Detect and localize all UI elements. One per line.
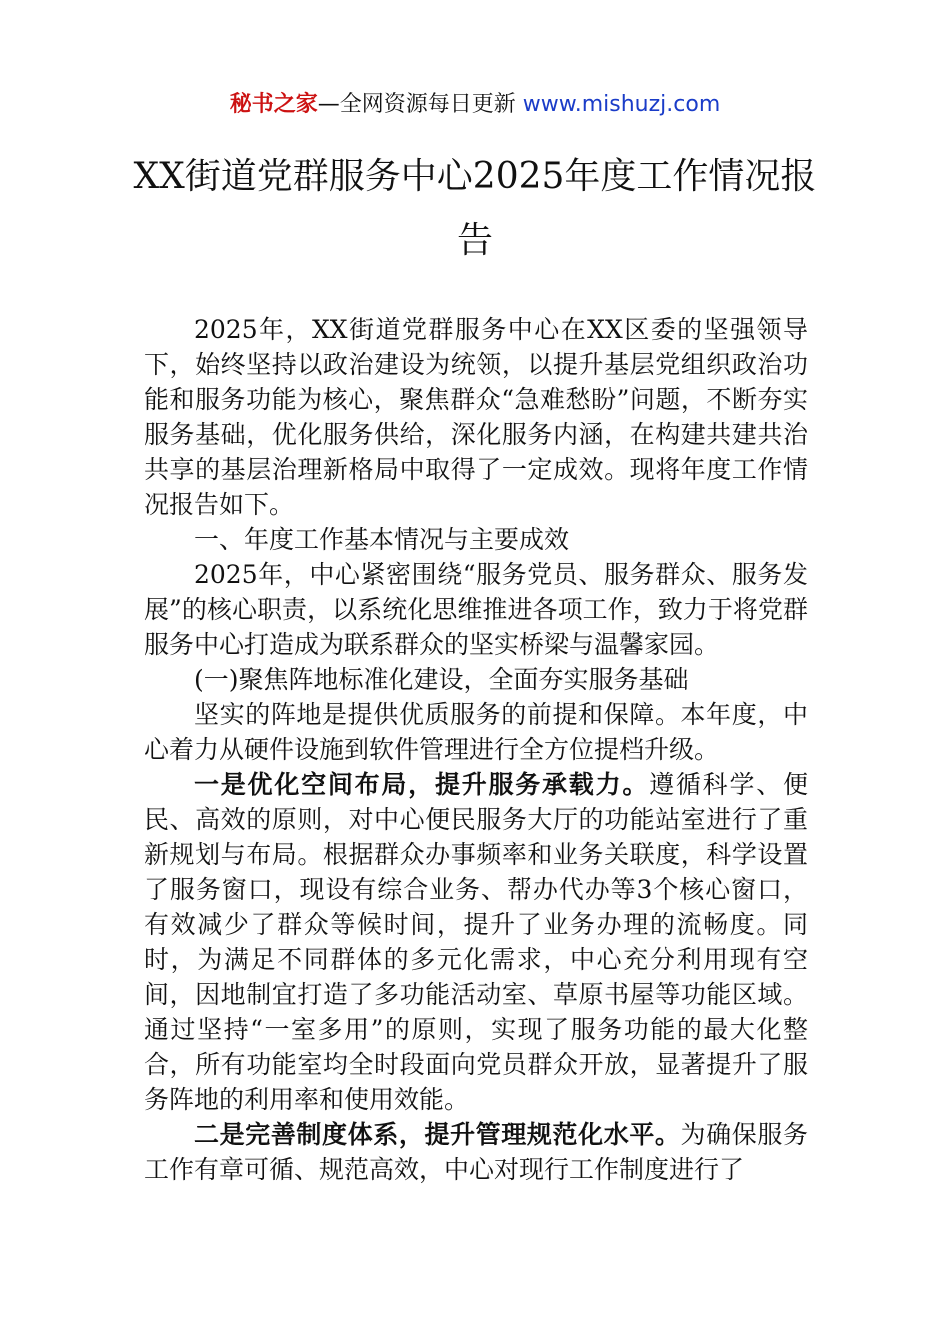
document-body <box>144 312 808 1187</box>
point-lead-2: 二是完善制度体系，提升管理规范化水平。 <box>194 1120 681 1149</box>
site-url[interactable]: www.mishuzj.com <box>522 92 721 117</box>
intro-paragraph: 2025年，XX街道党群服务中心在XX区委的坚强领导下，始终坚持以政治建设为统领，以提升基层党组织政治功能和服务功能为核心，聚焦群众“急难愁盼”问题，不断夯实服务基础，优化服务供给，深化服务内涵，在构建共建共治共享的基层治理新格局中取得了一定成效。现将年度工作情况报告如下。 <box>144 315 808 519</box>
section-paragraph: 2025年，中心紧密围绕“服务党员、服务群众、服务发展”的核心职责，以系统化思维推进各项工作，致力于将党群服务中心打造成为联系群众的坚实桥梁与温馨家园。 <box>144 560 808 659</box>
point-lead-1: 一是优化空间布局，提升服务承载力。 <box>194 770 650 799</box>
point-text-1: 遵循科学、便民、高效的原则，对中心便民服务大厅的功能站室进行了重新规划与布局。根据群众办事频率和业务关联度，科学设置了服务窗口，现设有综合业务、帮办代办等3个核心窗口，有效减少了群众等候时间，提升了业务办理的流畅度。同时，为满足不同群体的多元化需求，中心充分利用现有空间，因地制宜打造了多功能活动室、草原书屋等功能区域。通过坚持“一室多用”的原则，实现了服务功能的最大化整合，所有功能室均全时段面向党员群众开放，显著提升了服务阵地的利用率和使用效能。 <box>144 770 808 1114</box>
subsection-heading-1: (一)聚焦阵地标准化建设，全面夯实服务基础 <box>194 665 689 694</box>
header-tagline: —全网资源每日更新 <box>317 92 516 117</box>
subsection-intro-paragraph: 坚实的阵地是提供优质服务的前提和保障。本年度，中心着力从硬件设施到软件管理进行全方位提档升级。 <box>144 700 808 764</box>
point-paragraph-2 <box>144 1117 808 1187</box>
point-text-2: 为确保服务工作有章可循、规范高效，中心对现行工作制度进行了 <box>144 1120 808 1184</box>
document-title: XX街道党群服务中心2025年度工作情况报告 <box>133 156 817 261</box>
brand-name: 秘书之家 <box>229 92 318 117</box>
section-heading-1: 一、年度工作基本情况与主要成效 <box>194 525 570 554</box>
point-paragraph-1 <box>144 767 808 1117</box>
site-header <box>0 88 950 122</box>
